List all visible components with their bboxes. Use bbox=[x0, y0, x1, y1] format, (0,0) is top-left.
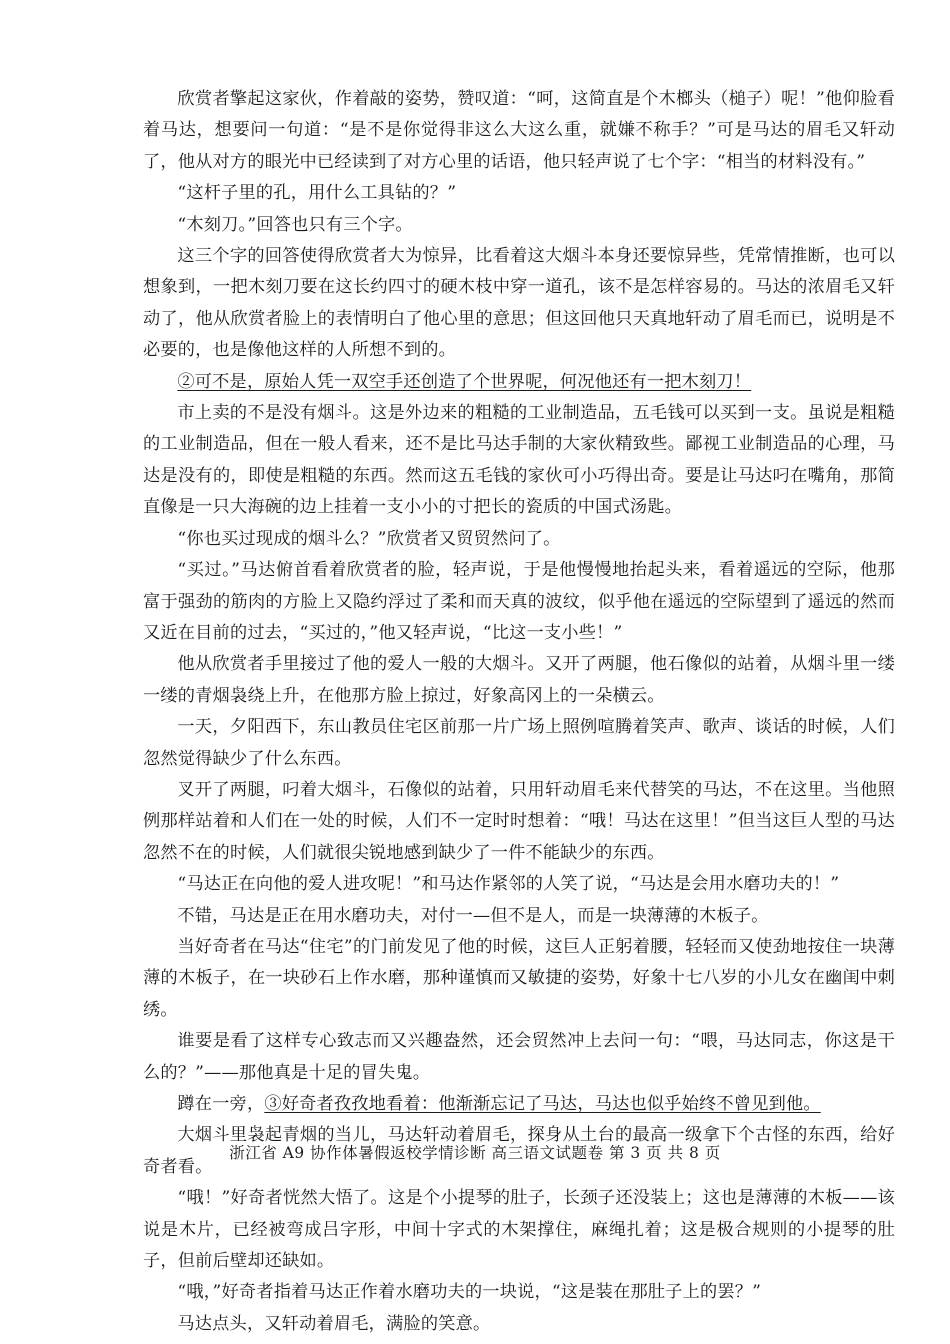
paragraph-text: “马达正在向他的爱人进攻呢！”和马达作紧邻的人笑了说，“马达是会用水磨功夫的！” bbox=[177, 874, 840, 895]
paragraph-text: 马达点头，又轩动着眉毛，满脸的笑意。 bbox=[177, 1313, 491, 1334]
paragraph-text: “哦，”好奇者指着马达正作着水磨功夫的一块说，“这是装在那肚子上的罢？” bbox=[177, 1282, 762, 1303]
paragraph bbox=[143, 1309, 895, 1340]
paragraph-text: 欣赏者擎起这家伙，作着敲的姿势，赞叹道：“呵，这简直是个木榔头（槌子）呢！”他仰脸看着马达，想要问一句道：“是不是你觉得非这么大这么重，就嫌不称手？”可是马达的眉毛又轩动了，他从对方的眼光中已经读到了对方心里的话语，他只轻声说了七个字：“相当的材料没有。” bbox=[143, 89, 895, 172]
underlined-text: ③好奇者孜孜地看着：他渐渐忘记了马达，马达也似乎始终不曾见到他。 bbox=[264, 1094, 821, 1114]
paragraph-text: 一天，夕阳西下，东山教员住宅区前那一片广场上照例喧腾着笑声、歌声、谈话的时候，人们忽然觉得缺少了什么东西。 bbox=[143, 717, 895, 769]
page-footer: 浙江省 A9 协作体暑假返校学情诊断 高三语文试题卷 第 3 页 共 8 页 bbox=[229, 1144, 721, 1162]
paragraph-text: 蹲在一旁， bbox=[177, 1094, 265, 1114]
paragraph bbox=[143, 241, 895, 367]
paragraph bbox=[143, 869, 895, 900]
paragraph bbox=[143, 649, 895, 712]
paragraph bbox=[143, 84, 895, 178]
paragraph-text: “这杆子里的孔，用什么工具钻的？” bbox=[177, 183, 457, 204]
paragraph bbox=[143, 932, 895, 1026]
paragraph-text: 叉开了两腿，叼着大烟斗，石像似的站着，只用轩动眉毛来代替笑的马达，不在这里。当他照例那样站着和人们在一处的时候，人们不一定时时想着：“哦！马达在这里！”但当这巨人型的马达忽然不在的时候，人们就很尖锐地感到缺少了一件不能缺少的东西。 bbox=[143, 779, 895, 863]
paragraph bbox=[143, 367, 895, 398]
paragraph bbox=[143, 1089, 895, 1120]
paragraph-text: “你也买过现成的烟斗么？”欣赏者又贸贸然问了。 bbox=[177, 528, 561, 549]
paragraph-text: 大烟斗里袅起青烟的当儿，马达轩动着眉毛，探身从土台的最高一级拿下个古怪的东西，给好奇者看。 bbox=[143, 1125, 895, 1177]
underlined-text: ②可不是，原始人凭一双空手还创造了个世界呢，何况他还有一把木刻刀！ bbox=[177, 371, 752, 392]
paragraph-text: 他从欣赏者手里接过了他的爱人一般的大烟斗。又开了两腿，他石像似的站着，从烟斗里一缕一缕的青烟袅绕上升，在他那方脸上掠过，好象高冈上的一朵横云。 bbox=[143, 654, 895, 706]
paragraph bbox=[143, 1183, 895, 1277]
paragraph-text: “木刻刀。”回答也只有三个字。 bbox=[177, 214, 413, 235]
paragraph-text: 谁要是看了这样专心致志而又兴趣盎然，还会贸然冲上去问一句：“喂，马达同志，你这是干么的？”——那他真是十足的冒失鬼。 bbox=[143, 1031, 895, 1083]
paragraph bbox=[143, 398, 895, 524]
paragraph bbox=[143, 901, 895, 932]
paragraph bbox=[143, 178, 895, 209]
paragraph bbox=[143, 524, 895, 555]
paragraph-text: 不错，马达是正在用水磨功夫，对付一—但不是人，而是一块薄薄的木板子。 bbox=[177, 905, 769, 926]
paragraph bbox=[143, 1026, 895, 1089]
paragraph bbox=[143, 555, 895, 649]
paragraph-text: “哦！”好奇者恍然大悟了。这是个小提琴的肚子，长颈子还没装上；这也是薄薄的木板——该说是木片，已经被弯成吕字形，中间十字式的木架撑住，麻绳扎着；这是极合规则的小提琴的肚子，但前后壁却还缺如。 bbox=[143, 1188, 895, 1272]
paragraph-text: 这三个字的回答使得欣赏者大为惊异，比看着这大烟斗本身还要惊异些，凭常情推断，也可以想象到，一把木刻刀要在这长约四寸的硬木枝中穿一道孔，该不是怎样容易的。马达的浓眉毛又轩动了，他从欣赏者脸上的表情明白了他心里的意思；但这回他只天真地轩动了眉毛而已，说明是不必要的，也是像他这样的人所想不到的。 bbox=[143, 246, 895, 361]
paragraph bbox=[143, 775, 895, 869]
paragraph-text: 市上卖的不是没有烟斗。这是外边来的粗糙的工业制造品，五毛钱可以买到一支。虽说是粗糙的工业制造品，但在一般人看来，还不是比马达手制的大家伙精致些。鄙视工业制造品的心理，马达是没有的，即使是粗糙的东西。然而这五毛钱的家伙可小巧得出奇。要是让马达叼在嘴角，那简直像是一只大海碗的边上挂着一支小小的寸把长的瓷质的中国式汤匙。 bbox=[143, 403, 895, 518]
paragraph bbox=[143, 1277, 895, 1308]
paragraph-text: 当好奇者在马达“住宅”的门前发见了他的时候，这巨人正躬着腰，轻轻而又使劲地按住一块薄薄的木板子，在一块砂石上作水磨，那种谨慎而又敏捷的姿势，好象十七八岁的小儿女在幽闺中刺绣。 bbox=[143, 936, 895, 1020]
paragraph-text: “买过。”马达俯首看着欣赏者的脸，轻声说，于是他慢慢地抬起头来，看着遥远的空际，他那富于强劲的筋肉的方脸上又隐约浮过了柔和而天真的波纹，似乎他在遥远的空际望到了遥远的然而又近在目前的过去，“买过的，”他又轻声说，“比这一支小些！” bbox=[143, 560, 895, 643]
paragraph bbox=[143, 712, 895, 775]
paragraph bbox=[143, 210, 895, 241]
